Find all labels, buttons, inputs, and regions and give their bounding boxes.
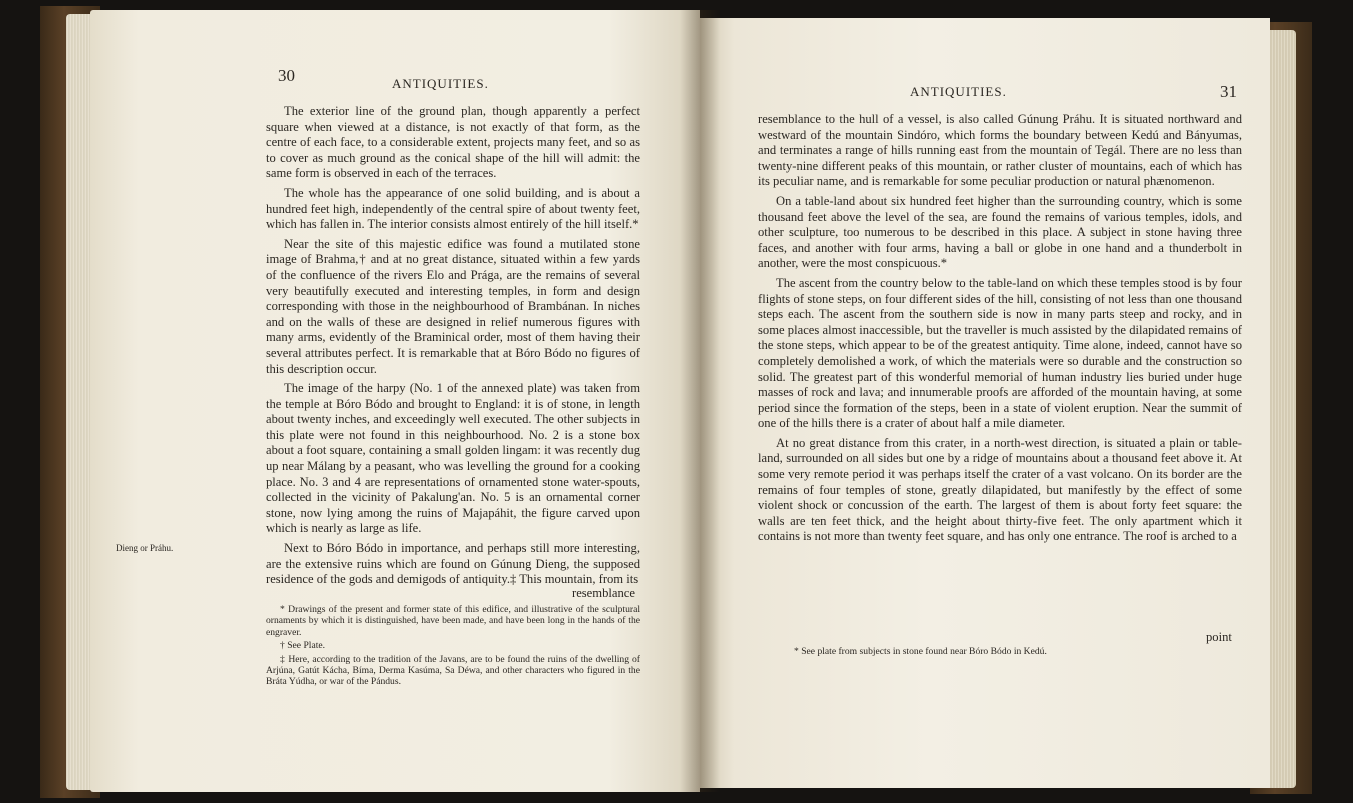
page-number-left: 30 — [278, 66, 295, 85]
footnote: * Drawings of the present and former state of this edifice, and illustrative of the sculptural ornaments by which it is distinguished, have been made, and have been long in the hands of the engraver. — [266, 604, 640, 638]
catchword-left: resemblance — [572, 586, 635, 600]
paragraph: Near the site of this majestic edifice was found a mutilated stone image of Brahma,† and at no great distance, situated within a few yards of the confluence of the rivers Elo and Prága, are the remains of several very beautifully executed and interesting temples, in form and design corresponding with those in the neighbourhood of Brambánan. In niches and on the walls of these are designed in relief numerous figures with many arms, evidently of the Braminical order, most of them having their several attributes perfect. It is remarkable that at Bóro Bódo no figures of this description occur. — [266, 236, 640, 376]
paragraph: resemblance to the hull of a vessel, is also called Gúnung Práhu. It is situated northward and westward of the mountain Sindóro, which forms the boundary between Kedú and Bányumas, and terminates a range of hills running east from the mountain of Tegál. There are no less than twenty-nine different peaks of this mountain, or rather cluster of mountains, each of which has its peculiar name, and is remarkable for some peculiar production or natural phænomenon. — [758, 112, 1242, 189]
footnote: † See Plate. — [280, 640, 326, 652]
paragraph: The whole has the appearance of one solid building, and is about a hundred feet high, independently of the central spire of about twenty feet, which has fallen in. The interior consists almost entirely of the hill itself.* — [266, 185, 640, 232]
paragraph: The ascent from the country below to the table-land on which these temples stood is by four flights of stone steps, on four different sides of the hill, consisting of not less than one thousand steps each. The ascent from the southern side is now in many parts steep and rocky, and in some places almost inaccessible, but the traveller is much assisted by the dilapidated remains of the stone steps, which appear to be of the greatest antiquity. Time alone, indeed, cannot have so completely demolished a work, of which the materials were so durable and the construction so solid. The greatest part of this wonderful memorial of human industry lies buried under huge masses of rock and lava; and innumerable proofs are afforded of the mountain having, at some period since the formation of the steps, been in a state of violent eruption. Near the summit of one of the hills there is a crater of about half a mile diameter. — [758, 275, 1242, 431]
running-head-left: ANTIQUITIES. — [392, 76, 489, 91]
left-page — [90, 10, 700, 792]
book-gutter — [680, 10, 720, 792]
catchword-right: point — [1206, 630, 1232, 644]
paragraph: On a table-land about six hundred feet higher than the surrounding country, which is some thousand feet above the level of the sea, are found the remains of various temples, idols, and other sculpture, too numerous to be described in this place. A subject in stone having three faces, and another with four arms, having a ball or globe in one hand and a thunderbolt in another, were the most conspicuous.* — [758, 193, 1242, 271]
paragraph: Next to Bóro Bódo in importance, and perhaps still more interesting, are the extensive ruins which are found on Gúnung Dieng, the supposed residence of the gods and demigods of antiquity.‡ This mountain, from its — [266, 541, 640, 587]
paragraph: The image of the harpy (No. 1 of the annexed plate) was taken from the temple at Bóro Bódo and brought to England: it is of stone, in length about twenty inches, and exceedingly well executed. The other subjects in this plate were not found in this neighbourhood. No. 2 is a stone box about a foot square, containing a small golden lingam: it was recently dug up near Málang by a peasant, who was levelling the ground for a cooking place. No. 3 and 4 are representations of ornamented stone water-spouts, collected in the vicinity of Pakalung'an. No. 5 is an ornamental corner stone, now lying among the ruins of Majapáhit, the figure carved upon which is nearly as large as life. — [266, 381, 640, 536]
right-page-body — [758, 112, 1242, 549]
left-page-footnotes — [266, 604, 640, 690]
right-page-footnotes — [780, 646, 1220, 659]
footnote: * See plate from subjects in stone found near Bóro Bódo in Kedú. — [794, 646, 1047, 657]
left-page-body — [266, 104, 640, 592]
right-page — [700, 18, 1270, 788]
page-number-right: 31 — [1220, 82, 1237, 101]
paragraph: At no great distance from this crater, in a north-west direction, is situated a plain or table-land, surrounded on all sides but one by a ridge of mountains about a thousand feet above it. At some very remote period it was perhaps itself the crater of a vast volcano. On its border are the remains of four temples of stone, greatly dilapidated, but manifestly by the effect of some violent shock or concussion of the earth. The largest of them is about forty feet square: the walls are ten feet thick, and the height about thirty-five feet. The only apartment which it contains is not more than twenty feet square, and has only one entrance. The roof is arched to a — [758, 435, 1242, 544]
running-head-right: ANTIQUITIES. — [910, 84, 1007, 99]
margin-note: Dieng or Práhu. — [116, 543, 174, 553]
footnote: ‡ Here, according to the tradition of the Javans, are to be found the ruins of the dwelling of Arjúna, Gatút Kácha, Bíma, Derma Kasúma, Sa Déwa, and other characters who figured in the Bráta Yúdha, or war of the Pándus. — [266, 653, 640, 688]
paragraph: The exterior line of the ground plan, though apparently a perfect square when viewed at a distance, is not exactly of that form, as the centre of each face, to a considerable extent, projects many feet, and so as to cover as much ground as the conical shape of the hill will admit: the same form is observed in each of the terraces. — [266, 104, 640, 181]
